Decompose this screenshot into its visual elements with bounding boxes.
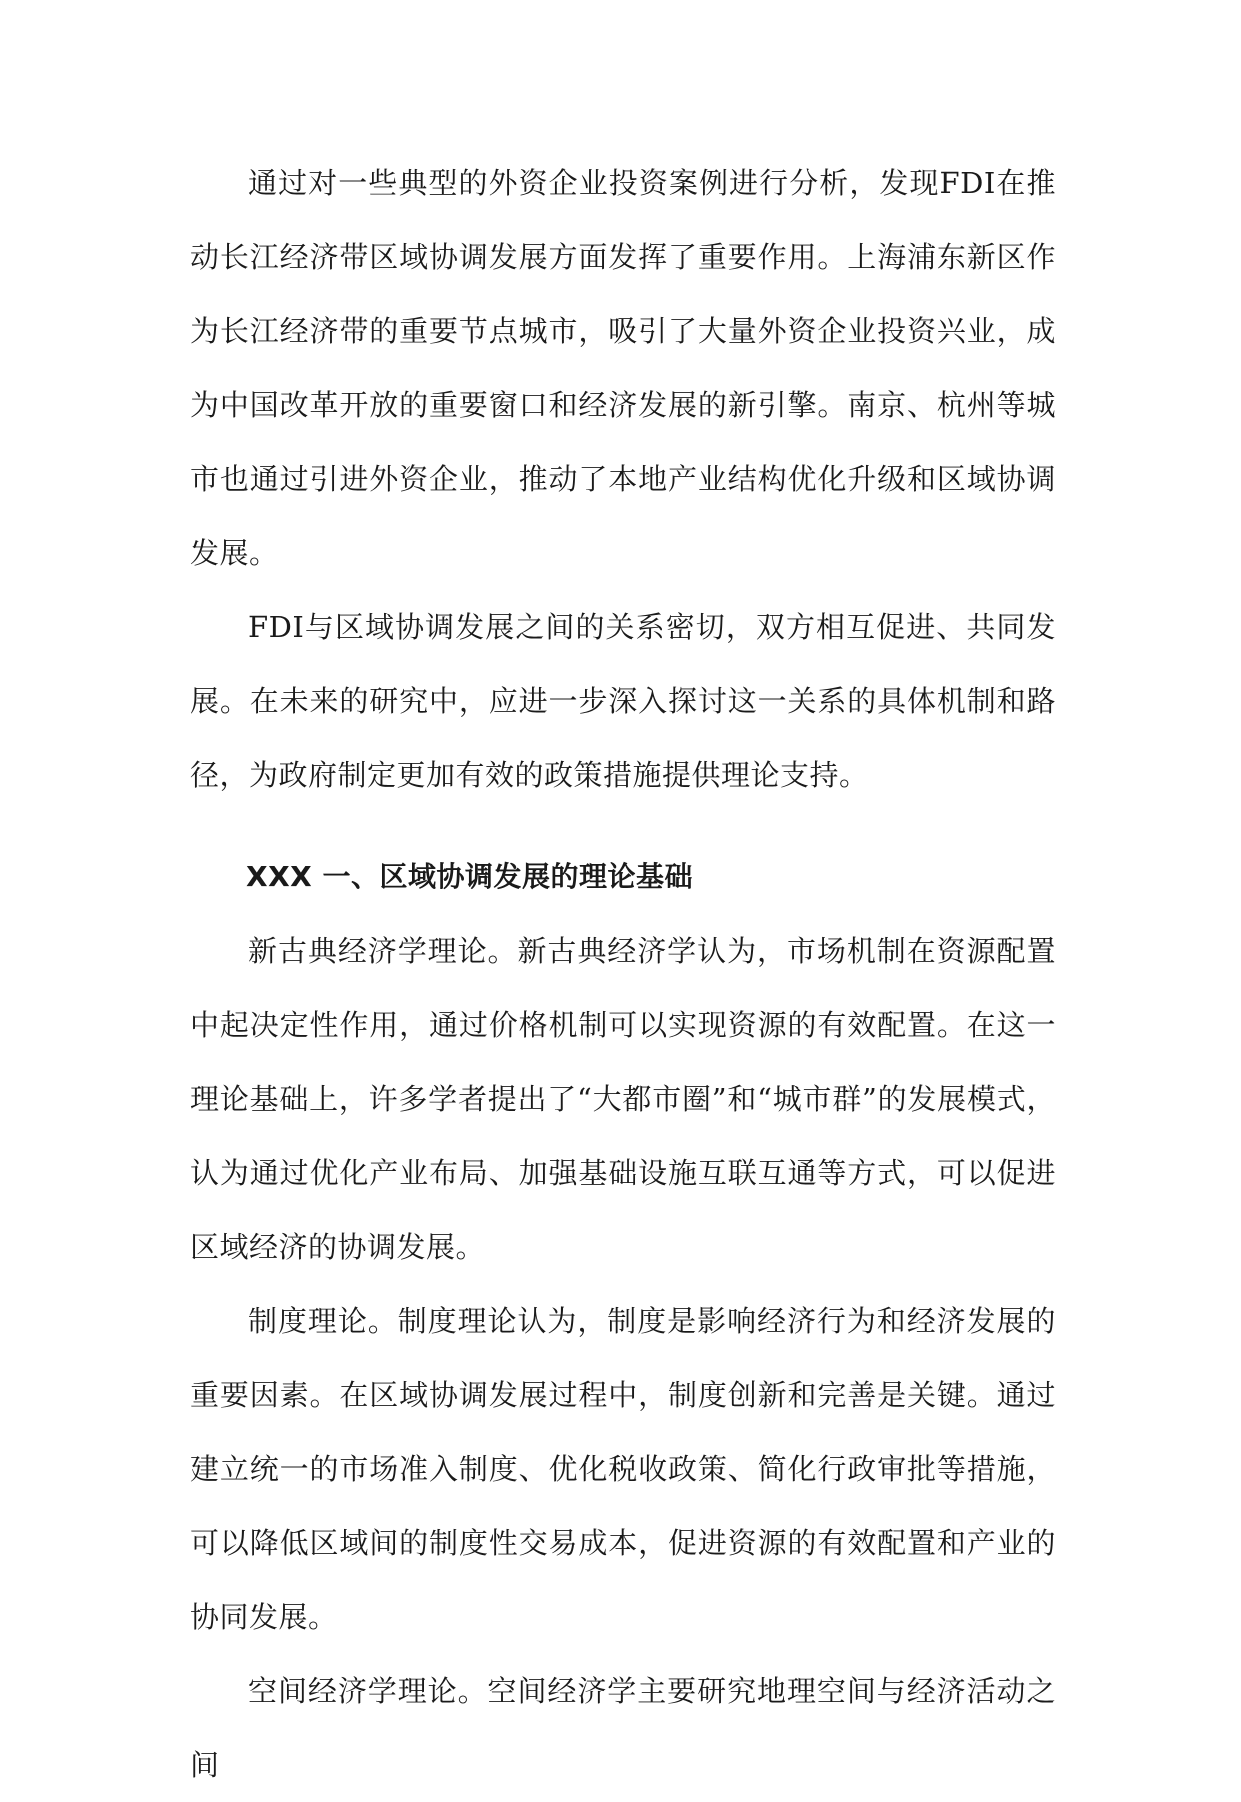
section-spacer [190,812,1056,840]
section-heading: XXX 一、区域协调发展的理论基础 [246,860,694,893]
paragraph-spatial-economics: 空间经济学理论。空间经济学主要研究地理空间与经济活动之间 [190,1674,1056,1782]
paragraph-institutional-theory: 制度理论。制度理论认为，制度是影响经济行为和经济发展的重要因素。在区域协调发展过程中，制度创新和完善是关键。通过建立统一的市场准入制度、优化税收政策、简化行政审批等措施，可以降低区域间的制度性交易成本，促进资源的有效配置和产业的协同发展。 [190,1304,1056,1634]
document-body [190,146,1056,1802]
paragraph-neoclassical-theory: 新古典经济学理论。新古典经济学认为，市场机制在资源配置中起决定性作用，通过价格机制可以实现资源的有效配置。在这一理论基础上，许多学者提出了“大都市圈”和“城市群”的发展模式，认为通过优化产业布局、加强基础设施互联互通等方式，可以促进区域经济的协调发展。 [190,934,1056,1264]
paragraph-fdi-case-analysis: 通过对一些典型的外资企业投资案例进行分析，发现FDI在推动长江经济带区域协调发展方面发挥了重要作用。上海浦东新区作为长江经济带的重要节点城市，吸引了大量外资企业投资兴业，成为中国改革开放的重要窗口和经济发展的新引擎。南京、杭州等城市也通过引进外资企业，推动了本地产业结构优化升级和区域协调发展。 [190,166,1056,570]
paragraph-fdi-relationship: FDI与区域协调发展之间的关系密切，双方相互促进、共同发展。在未来的研究中，应进一步深入探讨这一关系的具体机制和路径，为政府制定更加有效的政策措施提供理论支持。 [190,610,1056,792]
